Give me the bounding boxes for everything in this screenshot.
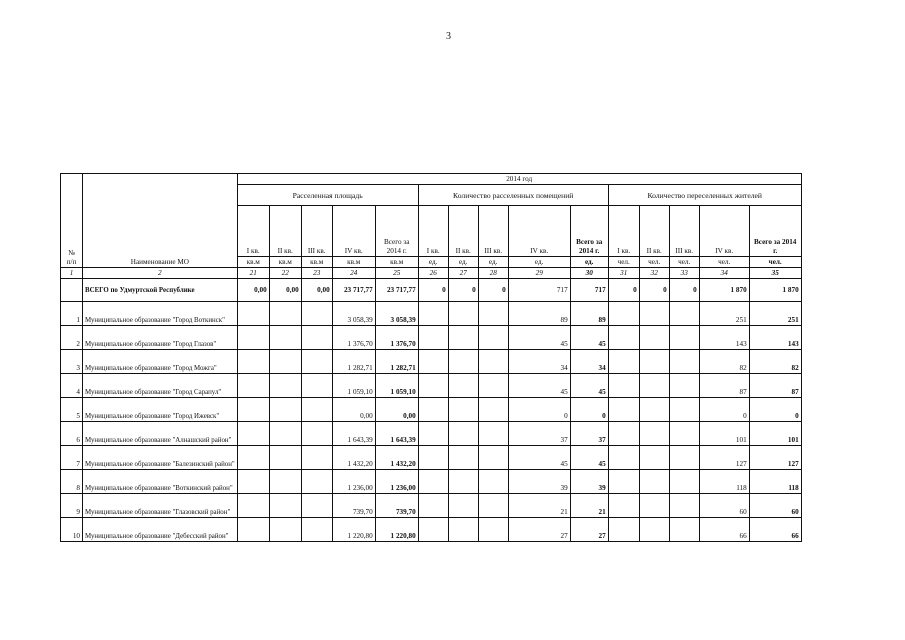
page-number: 3 [446, 31, 451, 42]
unit-cell: чел. [749, 257, 801, 268]
rooms-total-header: Всего за 2014 г. [570, 206, 608, 257]
area-q4-cell: 1 432,20 [332, 446, 375, 470]
people-q2-cell [639, 494, 669, 518]
col-name-header: Наименование МО [83, 174, 238, 268]
people-q4-cell: 82 [699, 350, 749, 374]
area-q4-cell: 1 376,70 [332, 326, 375, 350]
row-name: Муниципальное образование "Город Сарапул" [83, 374, 238, 398]
col-number: 35 [749, 268, 801, 279]
people-q3-cell [669, 518, 699, 542]
area-q3-cell [301, 494, 332, 518]
year-header: 2014 год [237, 174, 801, 185]
total-value: 0 [418, 279, 448, 302]
row-name: Муниципальное образование "Алнашский район" [83, 422, 238, 446]
rooms-q1-cell [418, 302, 448, 326]
row-index: 8 [61, 470, 83, 494]
row-index: 1 [61, 302, 83, 326]
col-number: 25 [375, 268, 418, 279]
area-q1-cell [237, 350, 269, 374]
unit-cell: чел. [639, 257, 669, 268]
people-q3-cell [669, 422, 699, 446]
rooms-q2-header: II кв. [448, 206, 478, 257]
area-q1-cell [237, 518, 269, 542]
unit-cell: ед. [418, 257, 448, 268]
people-q4-cell: 87 [699, 374, 749, 398]
rooms-q4-cell: 45 [508, 374, 570, 398]
total-value: 0 [448, 279, 478, 302]
resettlement-table [60, 173, 802, 542]
people-total-cell: 101 [749, 422, 801, 446]
total-value: 0 [669, 279, 699, 302]
total-value: 23 717,77 [332, 279, 375, 302]
column-number-row [61, 268, 802, 279]
table-row [61, 302, 802, 326]
people-total-header: Всего за 2014 г. [749, 206, 801, 257]
area-q4-cell: 0,00 [332, 398, 375, 422]
area-q3-cell [301, 374, 332, 398]
rooms-q3-cell [478, 422, 508, 446]
people-q3-header: III кв. [669, 206, 699, 257]
people-q3-cell [669, 398, 699, 422]
total-value: 1 870 [699, 279, 749, 302]
col-number: 28 [478, 268, 508, 279]
unit-cell: кв.м [237, 257, 269, 268]
area-q2-cell [269, 470, 301, 494]
people-q3-cell [669, 446, 699, 470]
area-q2-cell [269, 350, 301, 374]
people-q3-cell [669, 350, 699, 374]
rooms-q3-cell [478, 350, 508, 374]
people-q4-cell: 118 [699, 470, 749, 494]
rooms-q3-header: III кв. [478, 206, 508, 257]
row-name: Муниципальное образование "Город Можга" [83, 350, 238, 374]
people-q2-cell [639, 374, 669, 398]
rooms-q4-cell: 37 [508, 422, 570, 446]
rooms-q4-cell: 39 [508, 470, 570, 494]
total-value: 0 [608, 279, 639, 302]
people-q4-cell: 127 [699, 446, 749, 470]
area-q2-cell [269, 446, 301, 470]
rooms-q2-cell [448, 494, 478, 518]
rooms-q1-cell [418, 518, 448, 542]
row-index: 4 [61, 374, 83, 398]
unit-cell: ед. [448, 257, 478, 268]
rooms-q4-header: IV кв. [508, 206, 570, 257]
table-row [61, 374, 802, 398]
people-q1-cell [608, 302, 639, 326]
rooms-q2-cell [448, 398, 478, 422]
rooms-q3-cell [478, 518, 508, 542]
rooms-q3-cell [478, 398, 508, 422]
people-q4-cell: 101 [699, 422, 749, 446]
area-q4-cell: 1 282,71 [332, 350, 375, 374]
row-name: Муниципальное образование "Глазовский район" [83, 494, 238, 518]
col-number: 24 [332, 268, 375, 279]
area-total-cell: 1 282,71 [375, 350, 418, 374]
col-number: 31 [608, 268, 639, 279]
people-q1-cell [608, 326, 639, 350]
row-index: 9 [61, 494, 83, 518]
people-q1-header: I кв. [608, 206, 639, 257]
rooms-q3-cell [478, 494, 508, 518]
rooms-q4-cell: 0 [508, 398, 570, 422]
rooms-q1-cell [418, 374, 448, 398]
area-q1-cell [237, 398, 269, 422]
total-value: 0,00 [237, 279, 269, 302]
people-q2-cell [639, 350, 669, 374]
area-q4-header: IV кв. [332, 206, 375, 257]
unit-cell: ед. [508, 257, 570, 268]
people-q1-cell [608, 518, 639, 542]
people-total-cell: 0 [749, 398, 801, 422]
unit-cell: ед. [570, 257, 608, 268]
people-total-cell: 251 [749, 302, 801, 326]
rooms-total-cell: 27 [570, 518, 608, 542]
total-index [61, 279, 83, 302]
area-q1-cell [237, 374, 269, 398]
people-q2-cell [639, 470, 669, 494]
rooms-q3-cell [478, 470, 508, 494]
col-number: 22 [269, 268, 301, 279]
area-q3-cell [301, 470, 332, 494]
row-name: Муниципальное образование "Дебесский район" [83, 518, 238, 542]
people-total-cell: 60 [749, 494, 801, 518]
group-rooms-header: Количество расселенных помещений [418, 185, 608, 206]
col-number: 27 [448, 268, 478, 279]
people-q4-cell: 251 [699, 302, 749, 326]
people-total-cell: 87 [749, 374, 801, 398]
people-q2-cell [639, 422, 669, 446]
area-total-cell: 739,70 [375, 494, 418, 518]
people-total-cell: 82 [749, 350, 801, 374]
rooms-q1-cell [418, 350, 448, 374]
people-q3-cell [669, 326, 699, 350]
area-q1-cell [237, 422, 269, 446]
people-q4-cell: 60 [699, 494, 749, 518]
header-year-row [61, 174, 802, 185]
rooms-q3-cell [478, 326, 508, 350]
total-value: 717 [570, 279, 608, 302]
people-total-cell: 118 [749, 470, 801, 494]
people-q2-header: II кв. [639, 206, 669, 257]
area-q3-cell [301, 326, 332, 350]
area-total-cell: 1 236,00 [375, 470, 418, 494]
area-q1-cell [237, 302, 269, 326]
rooms-q2-cell [448, 470, 478, 494]
total-value: 1 870 [749, 279, 801, 302]
unit-cell: кв.м [332, 257, 375, 268]
people-total-cell: 143 [749, 326, 801, 350]
rooms-total-cell: 21 [570, 494, 608, 518]
col-number: 26 [418, 268, 448, 279]
unit-cell: чел. [669, 257, 699, 268]
total-value: 717 [508, 279, 570, 302]
group-area-header: Расселенная площадь [237, 185, 418, 206]
total-name: ВСЕГО по Удмуртской Республике [83, 279, 238, 302]
people-q3-cell [669, 374, 699, 398]
table-row [61, 326, 802, 350]
row-name: Муниципальное образование "Город Глазов" [83, 326, 238, 350]
area-q1-cell [237, 446, 269, 470]
people-q4-cell: 0 [699, 398, 749, 422]
rooms-q1-header: I кв. [418, 206, 448, 257]
unit-cell: кв.м [301, 257, 332, 268]
area-q2-cell [269, 422, 301, 446]
people-q4-cell: 143 [699, 326, 749, 350]
table-row [61, 470, 802, 494]
rooms-q1-cell [418, 494, 448, 518]
area-q2-header: II кв. [269, 206, 301, 257]
col-number: 32 [639, 268, 669, 279]
rooms-q1-cell [418, 446, 448, 470]
rooms-q4-cell: 45 [508, 326, 570, 350]
area-q2-cell [269, 326, 301, 350]
area-q4-cell: 1 236,00 [332, 470, 375, 494]
row-name: Муниципальное образование "Балезинский район" [83, 446, 238, 470]
people-q4-cell: 66 [699, 518, 749, 542]
rooms-total-cell: 45 [570, 446, 608, 470]
people-q3-cell [669, 302, 699, 326]
col-number: 34 [699, 268, 749, 279]
total-value: 0,00 [269, 279, 301, 302]
row-name: Муниципальное образование "Воткинский район" [83, 470, 238, 494]
area-total-header: Всего за 2014 г. [375, 206, 418, 257]
people-total-cell: 127 [749, 446, 801, 470]
table-row [61, 422, 802, 446]
rooms-q4-cell: 27 [508, 518, 570, 542]
rooms-q2-cell [448, 326, 478, 350]
total-value: 0,00 [301, 279, 332, 302]
rooms-q4-cell: 21 [508, 494, 570, 518]
unit-cell: чел. [699, 257, 749, 268]
people-q4-header: IV кв. [699, 206, 749, 257]
row-index: 7 [61, 446, 83, 470]
col-number: 1 [61, 268, 83, 279]
area-q3-cell [301, 518, 332, 542]
total-row [61, 279, 802, 302]
people-q1-cell [608, 374, 639, 398]
area-q2-cell [269, 302, 301, 326]
people-q2-cell [639, 302, 669, 326]
area-q4-cell: 3 058,39 [332, 302, 375, 326]
group-people-header: Количество переселенных жителей [608, 185, 801, 206]
area-q1-cell [237, 470, 269, 494]
data-rows [61, 302, 802, 542]
area-q2-cell [269, 494, 301, 518]
unit-cell: ед. [478, 257, 508, 268]
row-index: 5 [61, 398, 83, 422]
people-q1-cell [608, 494, 639, 518]
area-q1-cell [237, 494, 269, 518]
rooms-q3-cell [478, 374, 508, 398]
total-value: 23 717,77 [375, 279, 418, 302]
area-total-cell: 1 643,39 [375, 422, 418, 446]
col-no-header: № п/п [61, 174, 83, 268]
total-value: 0 [639, 279, 669, 302]
col-number: 23 [301, 268, 332, 279]
rooms-q4-cell: 34 [508, 350, 570, 374]
people-q1-cell [608, 422, 639, 446]
rooms-total-cell: 45 [570, 326, 608, 350]
area-q3-header: III кв. [301, 206, 332, 257]
rooms-q4-cell: 45 [508, 446, 570, 470]
area-total-cell: 1 376,70 [375, 326, 418, 350]
rooms-total-cell: 0 [570, 398, 608, 422]
area-q4-cell: 1 220,80 [332, 518, 375, 542]
area-q3-cell [301, 446, 332, 470]
area-total-cell: 1 059,10 [375, 374, 418, 398]
area-q4-cell: 1 059,10 [332, 374, 375, 398]
row-name: Муниципальное образование "Город Ижевск" [83, 398, 238, 422]
col-number: 2 [83, 268, 238, 279]
area-q1-cell [237, 326, 269, 350]
table-row [61, 446, 802, 470]
rooms-total-cell: 45 [570, 374, 608, 398]
col-number: 21 [237, 268, 269, 279]
people-q1-cell [608, 398, 639, 422]
row-name: Муниципальное образование "Город Воткинск" [83, 302, 238, 326]
people-q3-cell [669, 494, 699, 518]
people-q2-cell [639, 518, 669, 542]
unit-cell: кв.м [269, 257, 301, 268]
table-row [61, 350, 802, 374]
people-total-cell: 66 [749, 518, 801, 542]
people-q2-cell [639, 398, 669, 422]
unit-cell: кв.м [375, 257, 418, 268]
rooms-q2-cell [448, 302, 478, 326]
row-index: 6 [61, 422, 83, 446]
area-q3-cell [301, 398, 332, 422]
rooms-q2-cell [448, 374, 478, 398]
area-total-cell: 1 432,20 [375, 446, 418, 470]
people-q3-cell [669, 470, 699, 494]
area-total-cell: 3 058,39 [375, 302, 418, 326]
table-row [61, 398, 802, 422]
area-q2-cell [269, 398, 301, 422]
people-q1-cell [608, 470, 639, 494]
area-q4-cell: 739,70 [332, 494, 375, 518]
rooms-total-cell: 39 [570, 470, 608, 494]
area-q3-cell [301, 350, 332, 374]
area-q2-cell [269, 374, 301, 398]
rooms-total-cell: 89 [570, 302, 608, 326]
rooms-q2-cell [448, 350, 478, 374]
area-total-cell: 0,00 [375, 398, 418, 422]
rooms-q2-cell [448, 446, 478, 470]
rooms-total-cell: 37 [570, 422, 608, 446]
unit-cell: чел. [608, 257, 639, 268]
rooms-q1-cell [418, 326, 448, 350]
rooms-q1-cell [418, 422, 448, 446]
area-total-cell: 1 220,80 [375, 518, 418, 542]
rooms-q1-cell [418, 398, 448, 422]
people-q2-cell [639, 446, 669, 470]
people-q1-cell [608, 446, 639, 470]
rooms-q1-cell [418, 470, 448, 494]
col-number: 30 [570, 268, 608, 279]
rooms-q4-cell: 89 [508, 302, 570, 326]
rooms-q3-cell [478, 302, 508, 326]
row-index: 3 [61, 350, 83, 374]
row-index: 10 [61, 518, 83, 542]
people-q2-cell [639, 326, 669, 350]
table-row [61, 518, 802, 542]
area-q3-cell [301, 422, 332, 446]
area-q3-cell [301, 302, 332, 326]
rooms-q2-cell [448, 422, 478, 446]
area-q4-cell: 1 643,39 [332, 422, 375, 446]
row-index: 2 [61, 326, 83, 350]
rooms-q2-cell [448, 518, 478, 542]
rooms-q3-cell [478, 446, 508, 470]
people-q1-cell [608, 350, 639, 374]
area-q2-cell [269, 518, 301, 542]
rooms-total-cell: 34 [570, 350, 608, 374]
total-value: 0 [478, 279, 508, 302]
col-number: 29 [508, 268, 570, 279]
col-number: 33 [669, 268, 699, 279]
table-row [61, 494, 802, 518]
area-q1-header: I кв. [237, 206, 269, 257]
